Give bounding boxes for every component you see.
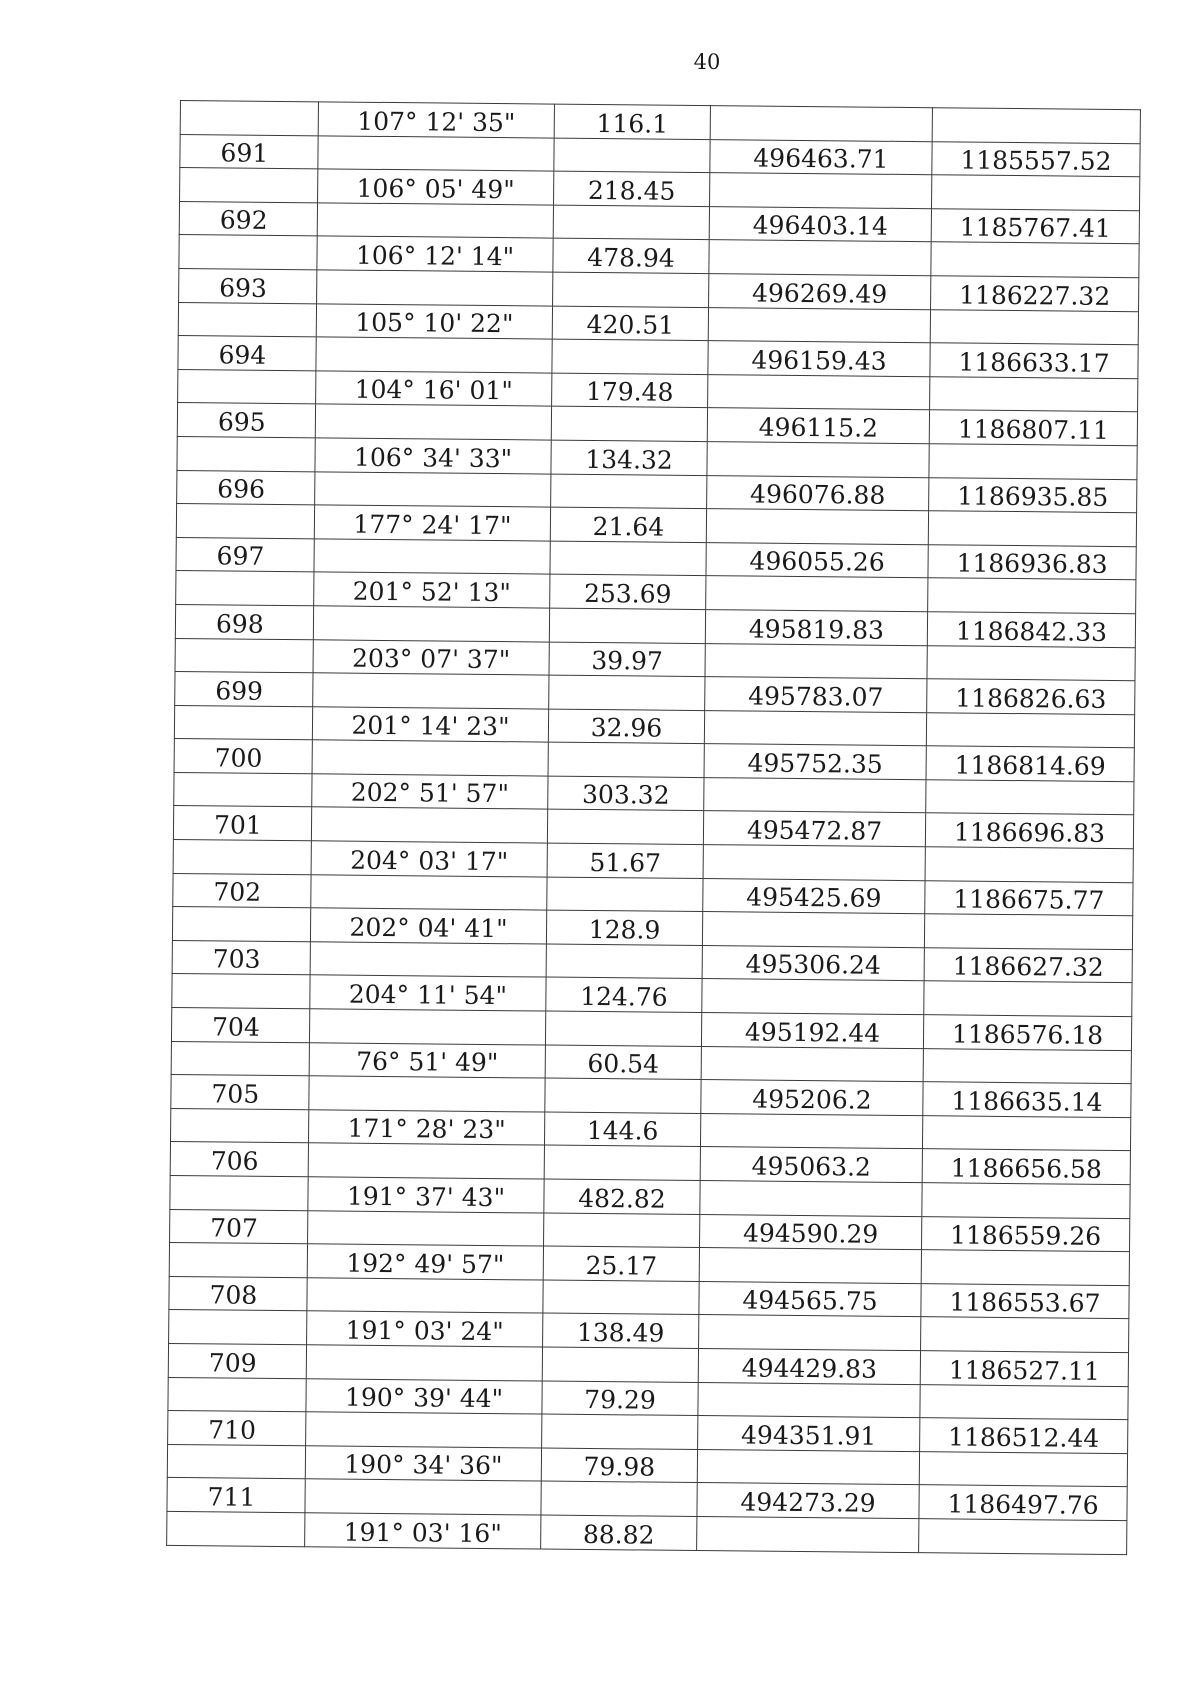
point-cell: 700 — [174, 739, 312, 774]
bearing-cell: 202° 51' 57" — [312, 774, 548, 810]
x-coordinate-cell: 495306.24 — [702, 945, 924, 981]
y-coordinate-cell: 1186807.11 — [929, 410, 1137, 446]
x-coordinate-cell — [699, 1248, 921, 1284]
distance-cell — [542, 1347, 698, 1382]
bearing-cell: 201° 52' 13" — [314, 572, 550, 608]
x-coordinate-cell — [704, 710, 926, 746]
distance-cell — [547, 810, 703, 845]
point-cell — [172, 974, 310, 1009]
x-coordinate-cell: 496115.2 — [707, 408, 929, 444]
distance-cell: 179.48 — [552, 373, 708, 408]
x-coordinate-cell — [700, 1181, 922, 1217]
x-coordinate-cell — [706, 509, 928, 545]
y-coordinate-cell: 1186842.33 — [927, 612, 1135, 648]
point-cell — [176, 504, 314, 539]
bearing-cell: 106° 34' 33" — [315, 438, 551, 474]
point-cell: 707 — [170, 1209, 308, 1244]
distance-cell — [552, 339, 708, 374]
page-number: 40 — [693, 50, 721, 74]
x-coordinate-cell: 495752.35 — [704, 744, 926, 780]
x-coordinate-cell: 496463.71 — [710, 139, 932, 175]
distance-cell: 128.9 — [546, 910, 702, 945]
distance-cell — [553, 272, 709, 307]
point-cell — [176, 571, 314, 606]
point-cell — [173, 840, 311, 875]
y-coordinate-cell: 1186814.69 — [926, 746, 1134, 782]
y-coordinate-cell — [925, 847, 1133, 883]
x-coordinate-cell — [703, 845, 925, 881]
bearing-cell — [309, 1009, 545, 1045]
y-coordinate-cell: 1185767.41 — [931, 208, 1139, 244]
bearing-cell — [316, 337, 552, 373]
distance-cell: 144.6 — [544, 1112, 700, 1147]
x-coordinate-cell: 496159.43 — [708, 341, 930, 377]
bearing-cell — [314, 539, 550, 575]
x-coordinate-cell — [704, 777, 926, 813]
x-coordinate-cell: 495063.2 — [700, 1147, 922, 1183]
y-coordinate-cell — [931, 175, 1139, 211]
point-cell: 694 — [178, 336, 316, 371]
bearing-cell: 76° 51' 49" — [309, 1042, 545, 1078]
bearing-cell: 104° 16' 01" — [316, 371, 552, 407]
x-coordinate-cell: 494351.91 — [698, 1416, 920, 1452]
distance-cell — [551, 406, 707, 441]
point-cell — [180, 101, 318, 136]
distance-cell: 134.32 — [551, 440, 707, 475]
y-coordinate-cell — [922, 1183, 1130, 1219]
y-coordinate-cell — [922, 1115, 1130, 1151]
distance-cell — [554, 138, 710, 173]
y-coordinate-cell: 1186935.85 — [929, 477, 1137, 513]
y-coordinate-cell — [929, 444, 1137, 480]
y-coordinate-cell: 1186497.76 — [919, 1485, 1127, 1521]
distance-cell: 32.96 — [548, 709, 704, 744]
point-cell — [167, 1511, 305, 1546]
distance-cell: 124.76 — [546, 977, 702, 1012]
x-coordinate-cell: 495206.2 — [701, 1080, 923, 1116]
x-coordinate-cell — [701, 1046, 923, 1082]
x-coordinate-cell: 496269.49 — [709, 274, 931, 310]
y-coordinate-cell: 1186527.11 — [920, 1351, 1128, 1387]
coordinate-table-body — [167, 101, 1141, 1555]
distance-cell — [545, 1078, 701, 1113]
bearing-cell: 201° 14' 23" — [312, 706, 548, 742]
distance-cell: 218.45 — [554, 171, 710, 206]
x-coordinate-cell: 494590.29 — [700, 1214, 922, 1250]
x-coordinate-cell — [700, 1113, 922, 1149]
x-coordinate-cell: 494273.29 — [697, 1483, 919, 1519]
point-cell — [171, 1041, 309, 1076]
distance-cell — [547, 877, 703, 912]
point-cell: 697 — [176, 537, 314, 572]
bearing-cell — [315, 404, 551, 440]
y-coordinate-cell: 1186936.83 — [928, 544, 1136, 580]
bearing-cell — [313, 606, 549, 642]
y-coordinate-cell: 1186696.83 — [925, 813, 1133, 849]
point-cell: 706 — [170, 1142, 308, 1177]
y-coordinate-cell: 1186826.63 — [927, 679, 1135, 715]
bearing-cell: 190° 34' 36" — [305, 1446, 541, 1482]
y-coordinate-cell — [920, 1384, 1128, 1420]
bearing-cell — [315, 471, 551, 507]
point-cell — [174, 772, 312, 807]
point-cell — [175, 638, 313, 673]
x-coordinate-cell: 495783.07 — [705, 677, 927, 713]
distance-cell — [545, 1011, 701, 1046]
y-coordinate-cell — [930, 309, 1138, 345]
point-cell: 693 — [179, 268, 317, 303]
y-coordinate-cell — [930, 376, 1138, 412]
point-cell — [178, 369, 316, 404]
x-coordinate-cell: 496076.88 — [707, 475, 929, 511]
x-coordinate-cell — [710, 173, 932, 209]
bearing-cell: 106° 12' 14" — [317, 236, 553, 272]
point-cell: 711 — [167, 1478, 305, 1513]
distance-cell: 253.69 — [550, 574, 706, 609]
distance-cell — [546, 944, 702, 979]
distance-cell: 79.29 — [542, 1381, 698, 1416]
y-coordinate-cell — [928, 511, 1136, 547]
y-coordinate-cell — [919, 1451, 1127, 1487]
bearing-cell: 204° 11' 54" — [310, 975, 546, 1011]
x-coordinate-cell: 494565.75 — [699, 1281, 921, 1317]
bearing-cell — [312, 740, 548, 776]
distance-cell: 79.98 — [541, 1448, 697, 1483]
distance-cell — [550, 541, 706, 576]
bearing-cell: 107° 12' 35" — [318, 102, 554, 138]
bearing-cell — [307, 1278, 543, 1314]
distance-cell — [551, 474, 707, 509]
x-coordinate-cell — [697, 1449, 919, 1485]
distance-cell: 25.17 — [543, 1246, 699, 1281]
bearing-cell: 191° 03' 24" — [307, 1311, 543, 1347]
point-cell: 710 — [168, 1411, 306, 1446]
distance-cell: 60.54 — [545, 1045, 701, 1080]
point-cell: 709 — [168, 1343, 306, 1378]
point-cell — [179, 235, 317, 270]
distance-cell — [544, 1213, 700, 1248]
distance-cell: 420.51 — [552, 306, 708, 341]
x-coordinate-cell — [702, 979, 924, 1015]
point-cell: 701 — [173, 806, 311, 841]
y-coordinate-cell — [924, 981, 1132, 1017]
y-coordinate-cell: 1185557.52 — [932, 141, 1140, 177]
bearing-cell: 192° 49' 57" — [307, 1244, 543, 1280]
y-coordinate-cell: 1186627.32 — [924, 948, 1132, 984]
bearing-cell: 202° 04' 41" — [310, 908, 546, 944]
bearing-cell: 177° 24' 17" — [314, 505, 550, 541]
y-coordinate-cell — [921, 1250, 1129, 1286]
bearing-cell: 204° 03' 17" — [311, 841, 547, 877]
distance-cell: 116.1 — [554, 104, 710, 139]
point-cell — [172, 907, 310, 942]
bearing-cell — [306, 1345, 542, 1381]
x-coordinate-cell — [705, 643, 927, 679]
y-coordinate-cell — [921, 1317, 1129, 1353]
x-coordinate-cell: 495425.69 — [703, 878, 925, 914]
y-coordinate-cell: 1186512.44 — [920, 1418, 1128, 1454]
distance-cell: 482.82 — [544, 1179, 700, 1214]
point-cell — [168, 1377, 306, 1412]
distance-cell — [548, 742, 704, 777]
bearing-cell — [309, 1076, 545, 1112]
bearing-cell — [306, 1412, 542, 1448]
distance-cell — [543, 1280, 699, 1315]
y-coordinate-cell: 1186576.18 — [923, 1015, 1131, 1051]
x-coordinate-cell: 496055.26 — [706, 542, 928, 578]
distance-cell: 39.97 — [549, 642, 705, 677]
y-coordinate-cell — [923, 1048, 1131, 1084]
point-cell — [178, 302, 316, 337]
y-coordinate-cell: 1186635.14 — [923, 1082, 1131, 1118]
x-coordinate-cell — [698, 1382, 920, 1418]
x-coordinate-cell — [697, 1516, 919, 1552]
x-coordinate-cell — [708, 307, 930, 343]
point-cell — [177, 436, 315, 471]
y-coordinate-cell — [926, 712, 1134, 748]
distance-cell: 88.82 — [541, 1515, 697, 1550]
point-cell — [170, 1175, 308, 1210]
y-coordinate-cell — [932, 108, 1140, 144]
point-cell: 695 — [177, 403, 315, 438]
y-coordinate-cell: 1186656.58 — [922, 1149, 1130, 1185]
x-coordinate-cell: 494429.83 — [698, 1349, 920, 1385]
distance-cell — [553, 205, 709, 240]
x-coordinate-cell: 495472.87 — [703, 811, 925, 847]
distance-cell: 138.49 — [543, 1313, 699, 1348]
x-coordinate-cell — [699, 1315, 921, 1351]
bearing-cell — [317, 203, 553, 239]
bearing-cell — [308, 1210, 544, 1246]
distance-cell: 303.32 — [548, 776, 704, 811]
bearing-cell: 171° 28' 23" — [308, 1110, 544, 1146]
point-cell — [180, 168, 318, 203]
bearing-cell — [308, 1143, 544, 1179]
distance-cell — [544, 1145, 700, 1180]
y-coordinate-cell — [919, 1519, 1127, 1555]
x-coordinate-cell: 496403.14 — [709, 206, 931, 242]
y-coordinate-cell: 1186553.67 — [921, 1283, 1129, 1319]
x-coordinate-cell — [706, 576, 928, 612]
point-cell — [169, 1310, 307, 1345]
point-cell: 692 — [179, 201, 317, 236]
point-cell: 698 — [175, 604, 313, 639]
distance-cell — [549, 675, 705, 710]
x-coordinate-cell — [702, 912, 924, 948]
distance-cell — [549, 608, 705, 643]
bearing-cell: 105° 10' 22" — [316, 303, 552, 339]
distance-cell: 478.94 — [553, 238, 709, 273]
x-coordinate-cell: 495192.44 — [701, 1013, 923, 1049]
distance-cell — [541, 1481, 697, 1516]
y-coordinate-cell — [926, 780, 1134, 816]
point-cell — [169, 1243, 307, 1278]
x-coordinate-cell — [709, 240, 931, 276]
y-coordinate-cell: 1186675.77 — [925, 880, 1133, 916]
y-coordinate-cell — [931, 242, 1139, 278]
distance-cell: 51.67 — [547, 843, 703, 878]
point-cell: 702 — [173, 873, 311, 908]
bearing-cell — [318, 135, 554, 171]
point-cell: 705 — [171, 1075, 309, 1110]
bearing-cell: 191° 37' 43" — [308, 1177, 544, 1213]
coordinate-table-container — [166, 100, 1140, 1555]
x-coordinate-cell — [708, 374, 930, 410]
bearing-cell: 106° 05' 49" — [318, 169, 554, 205]
point-cell: 699 — [175, 672, 313, 707]
y-coordinate-cell: 1186559.26 — [921, 1216, 1129, 1252]
point-cell: 696 — [177, 470, 315, 505]
bearing-cell: 191° 03' 16" — [305, 1513, 541, 1549]
point-cell: 708 — [169, 1276, 307, 1311]
point-cell — [174, 705, 312, 740]
bearing-cell: 190° 39' 44" — [306, 1378, 542, 1414]
point-cell — [170, 1108, 308, 1143]
bearing-cell — [305, 1479, 541, 1515]
y-coordinate-cell — [928, 578, 1136, 614]
bearing-cell — [311, 807, 547, 843]
y-coordinate-cell — [924, 914, 1132, 950]
bearing-cell — [311, 874, 547, 910]
point-cell — [167, 1444, 305, 1479]
y-coordinate-cell: 1186227.32 — [931, 276, 1139, 312]
point-cell: 703 — [172, 940, 310, 975]
x-coordinate-cell — [710, 106, 932, 142]
bearing-cell — [313, 673, 549, 709]
distance-cell — [542, 1414, 698, 1449]
y-coordinate-cell — [927, 645, 1135, 681]
bearing-cell — [310, 942, 546, 978]
bearing-cell: 203° 07' 37" — [313, 639, 549, 675]
point-cell: 704 — [171, 1007, 309, 1042]
point-cell: 691 — [180, 134, 318, 169]
y-coordinate-cell: 1186633.17 — [930, 343, 1138, 379]
bearing-cell — [317, 270, 553, 306]
x-coordinate-cell — [707, 442, 929, 478]
x-coordinate-cell: 495819.83 — [705, 609, 927, 645]
distance-cell: 21.64 — [550, 507, 706, 542]
coordinate-table — [166, 100, 1141, 1555]
